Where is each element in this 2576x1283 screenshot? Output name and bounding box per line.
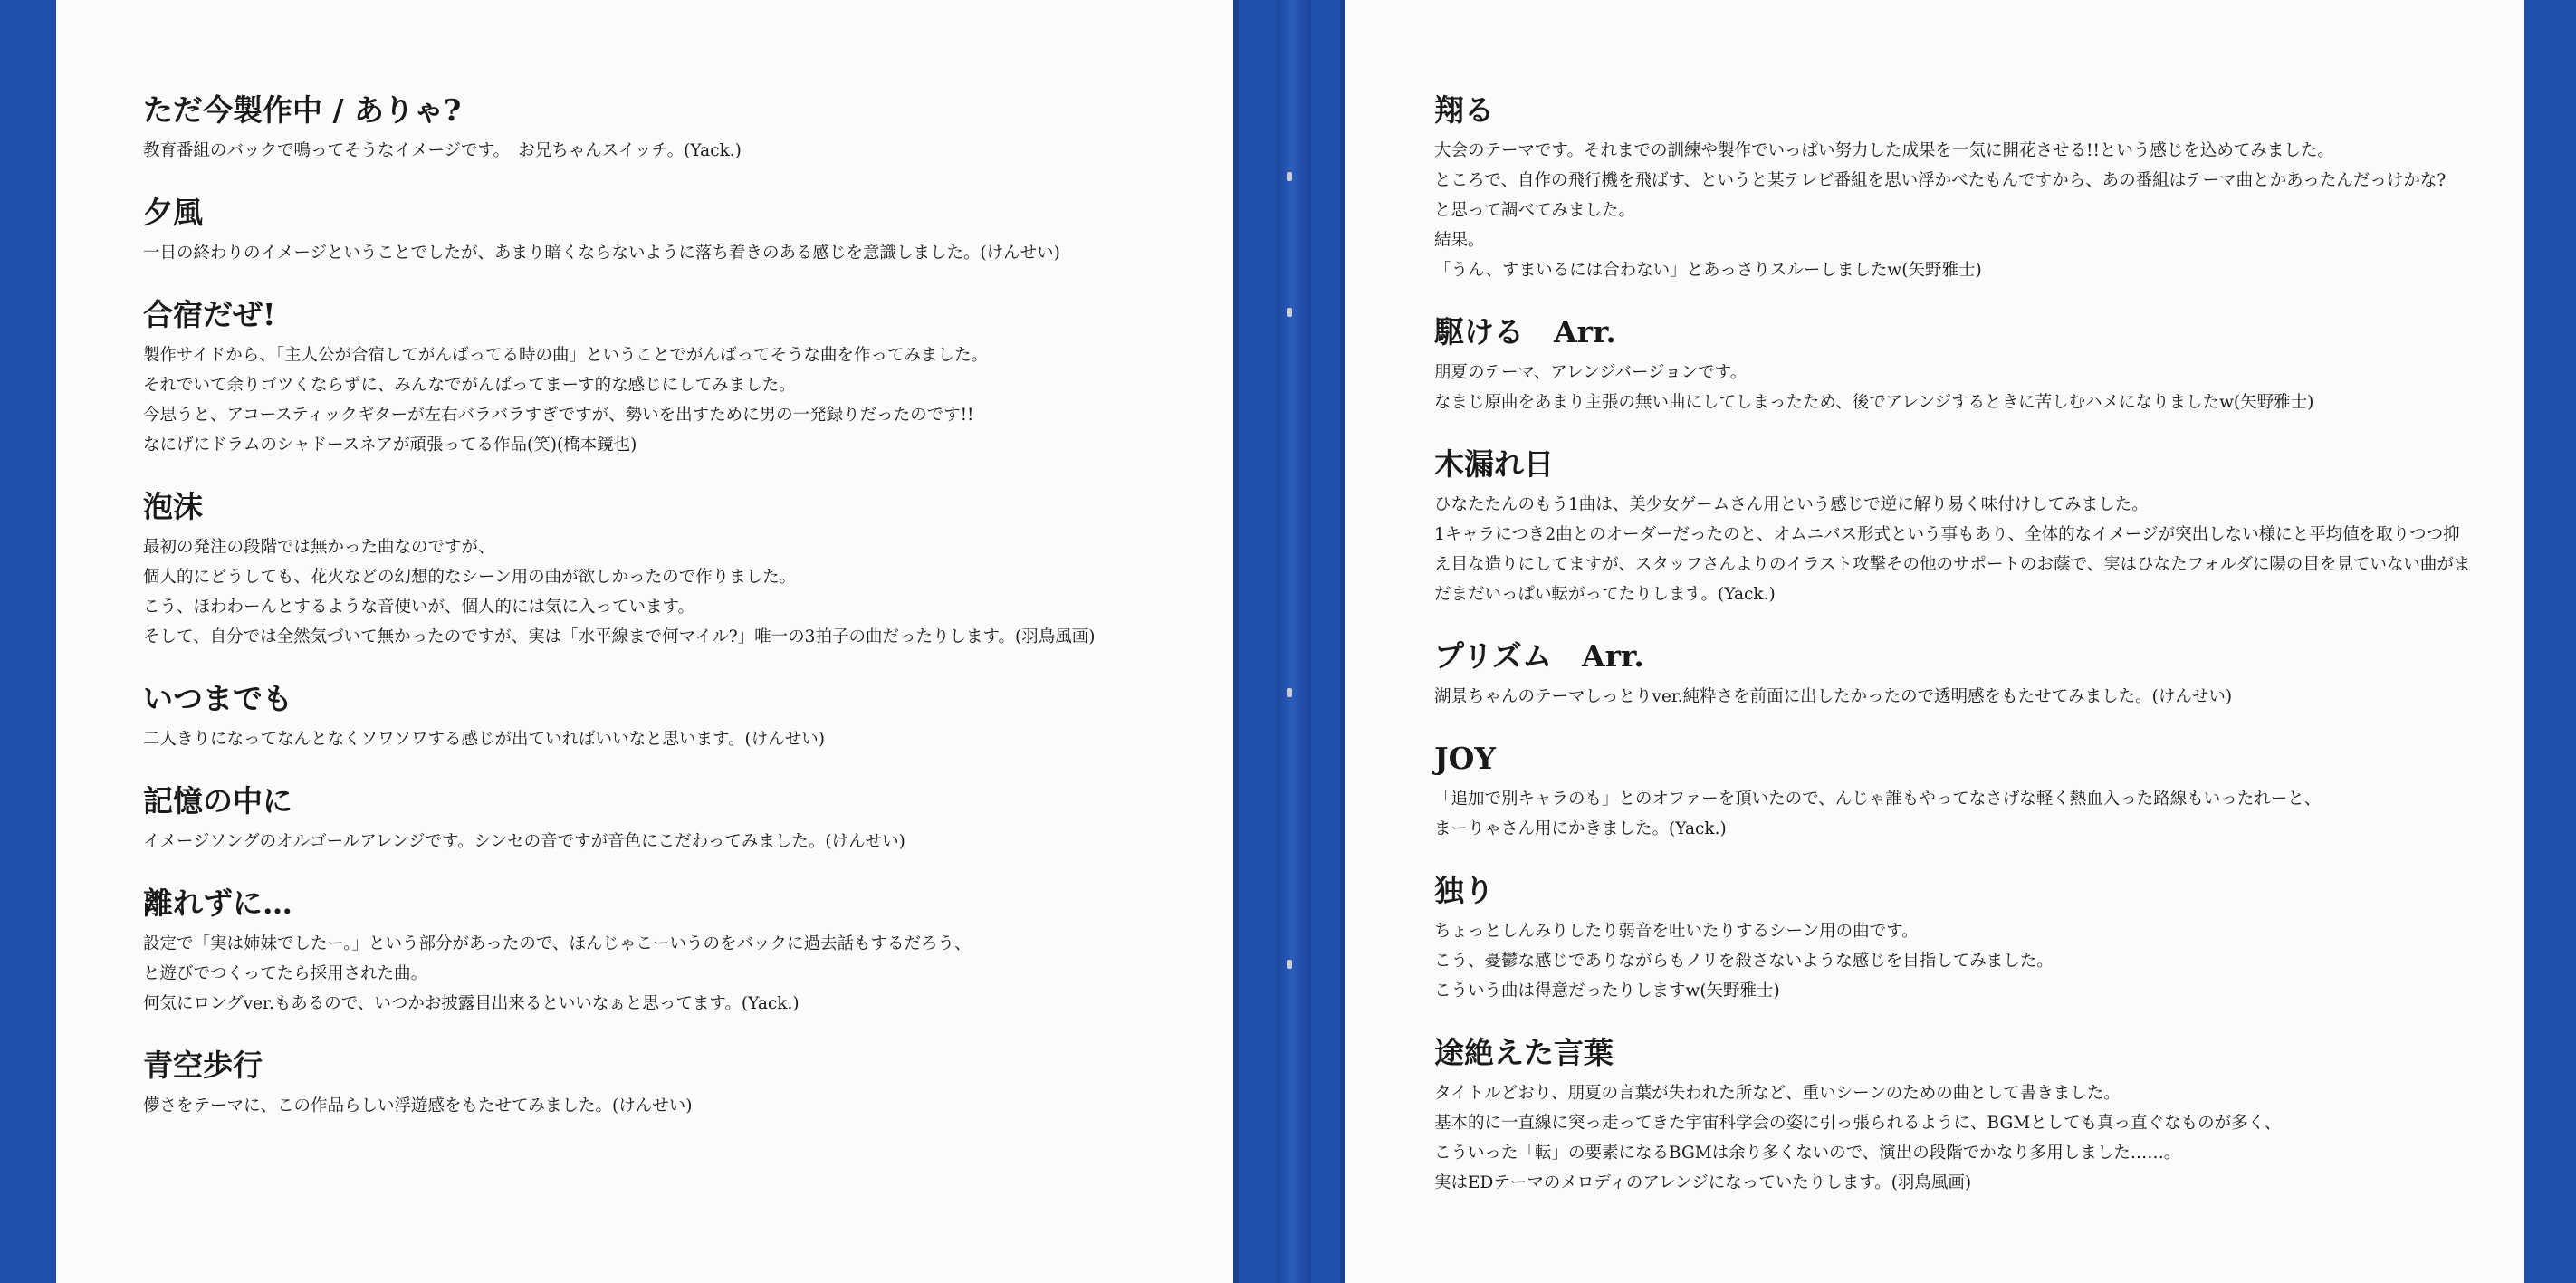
- staple-mark: [1287, 688, 1292, 697]
- track-title: 合宿だぜ!: [143, 297, 276, 332]
- track-title: いつまでも: [143, 681, 292, 716]
- track-comment-line: まーりゃさん用にかきました。(Yack.): [1434, 819, 1727, 838]
- track-entry: [1434, 871, 2524, 1006]
- track-comment-line: え目な造りにしてますが、スタッフさんよりのイラスト攻撃その他のサポートのお蔭で、実はひなたフォルダに陽の目を見ていない曲がま: [1434, 555, 2471, 574]
- track-entry: [1434, 739, 2524, 844]
- staple-mark: [1287, 960, 1292, 969]
- track-comment-line: ところで、自作の飛行機を飛ばす、というと某テレビ番組を思い浮かべたもんですから、あの番組はテーマ曲とかあったんだっけかな?: [1434, 171, 2447, 190]
- track-comment-line: 基本的に一直線に突っ走ってきた宇宙科学会の姿に引っ張られるように、BGMとしても真っ直ぐなものが多く、: [1434, 1114, 2282, 1133]
- track-comment-line: こういった「転」の要素になるBGMは余り多くないので、演出の段階でかなり多用しました……。: [1434, 1144, 2181, 1163]
- track-entry: [143, 295, 1233, 460]
- track-comment-line: 「うん、すまいるには合わない」とあっさりスルーしましたw(矢野雅士): [1434, 261, 1982, 280]
- track-entry: [143, 91, 1233, 166]
- track-comment-line: こう、憂鬱な感じでありながらもノリを殺さないような感じを目指してみました。: [1434, 952, 2054, 971]
- track-entry: [143, 781, 1233, 857]
- staple-mark: [1287, 172, 1292, 181]
- track-entry: [143, 679, 1233, 754]
- track-title: 途絶えた言葉: [1434, 1035, 1614, 1070]
- track-comment-line: 結果。: [1434, 231, 1485, 250]
- track-title: 離れずに…: [143, 886, 292, 921]
- track-comment-line: 朋夏のテーマ、アレンジバージョンです。: [1434, 363, 1748, 382]
- track-comment-line: 1キャラにつき2曲とのオーダーだったのと、オムニバス形式という事もあり、全体的なイメージが突出しない様にと平均値を取りつつ抑: [1434, 525, 2460, 544]
- track-comment-line: こういう曲は得意だったりしますw(矢野雅士): [1434, 981, 1780, 1001]
- track-entry: [1434, 312, 2524, 417]
- track-entry: [143, 884, 1233, 1019]
- track-entry: [1434, 91, 2524, 285]
- track-entry: [143, 1046, 1233, 1121]
- track-title: JOY: [1434, 741, 1496, 776]
- left-page: [56, 0, 1233, 1283]
- right-page: [1345, 0, 2524, 1283]
- track-title: 泡沫: [143, 489, 203, 524]
- track-title: ただ今製作中 / ありゃ?: [143, 92, 462, 128]
- track-title: 青空歩行: [143, 1048, 263, 1083]
- track-comment-line: なにげにドラムのシャドースネアが頑張ってる作品(笑)(橋本鏡也): [143, 436, 637, 455]
- track-comment-line: 一日の終わりのイメージということでしたが、あまり暗くならないように落ち着きのある感じを意識しました。(けんせい): [143, 244, 1060, 263]
- track-comment-line: 実はEDテーマのメロディのアレンジになっていたりします。(羽鳥風画): [1434, 1173, 1972, 1192]
- track-comment-line: 設定で「実は姉妹でしたー。」という部分があったので、ほんじゃこーいうのをバックに過去話もするだろう、: [143, 934, 972, 953]
- track-comment-line: それでいて余りゴツくならずに、みんなでがんばってまーす的な感じにしてみました。: [143, 376, 796, 395]
- track-comment-line: タイトルどおり、朋夏の言葉が失われた所など、重いシーンのための曲として書きました。: [1434, 1084, 2121, 1103]
- track-title: 木漏れ日: [1434, 446, 1554, 482]
- track-comment-line: そして、自分では全然気づいて無かったのですが、実は「水平線まで何マイル?」唯一の3拍子の曲だったりします。(羽鳥風画): [143, 627, 1096, 646]
- track-comment-line: 大会のテーマです。それまでの訓練や製作でいっぱい努力した成果を一気に開花させる!!という感じを込めてみました。: [1434, 141, 2334, 160]
- track-comment-line: 個人的にどうしても、花火などの幻想的なシーン用の曲が欲しかったので作りました。: [143, 568, 797, 587]
- track-comment-line: 今思うと、アコースティックギターが左右バラバラすぎですが、勢いを出すために男の一発録りだったのです!!: [143, 406, 974, 425]
- staple-mark: [1287, 308, 1292, 317]
- track-comment-line: 教育番組のバックで鳴ってそうなイメージです。 お兄ちゃんスイッチ。(Yack.): [143, 141, 742, 160]
- track-comment-line: 製作サイドから、「主人公が合宿してがんばってる時の曲」ということでがんばってそうな曲を作ってみました。: [143, 346, 988, 365]
- track-comment-line: と遊びでつくってたら採用された曲。: [143, 964, 428, 983]
- track-comment-line: 湖景ちゃんのテーマしっとりver.純粋さを前面に出したかったので透明感をもたせてみました。(けんせい): [1434, 687, 2233, 706]
- track-title: 夕風: [143, 195, 203, 230]
- track-entry: [143, 487, 1233, 652]
- track-entry: [143, 193, 1233, 268]
- booklet-gutter: [1277, 0, 1311, 1283]
- track-title: 記憶の中に: [143, 783, 292, 819]
- track-comment-line: 二人きりになってなんとなくソワソワする感じが出ていればいいなと思います。(けんせい): [143, 730, 825, 749]
- track-comment-line: なまじ原曲をあまり主張の無い曲にしてしまったため、後でアレンジするときに苦しむハメになりましたw(矢野雅士): [1434, 393, 2314, 412]
- track-title: 独り: [1434, 873, 1494, 908]
- track-comment-line: 何気にロングver.もあるので、いつかお披露目出来るといいなぁと思ってます。(Yack.): [143, 994, 800, 1013]
- track-comment-line: イメージソングのオルゴールアレンジです。シンセの音ですが音色にこだわってみました。(けんせい): [143, 832, 905, 851]
- track-entry: [1434, 445, 2524, 609]
- track-comment-line: 最初の発注の段階では無かった曲なのですが、: [143, 538, 495, 557]
- track-title: プリズム Arr.: [1434, 638, 1644, 674]
- page-edge-shadow: [1233, 0, 1239, 1283]
- track-title: 翔る: [1434, 92, 1494, 128]
- track-comment-line: こう、ほわわーんとするような音使いが、個人的には気に入っています。: [143, 598, 695, 617]
- track-comment-line: ちょっとしんみりしたり弱音を吐いたりするシーン用の曲です。: [1434, 922, 1919, 941]
- track-entry: [1434, 637, 2524, 712]
- track-comment-line: だまだいっぱい転がってたりします。(Yack.): [1434, 585, 1776, 604]
- track-comment-line: 儚さをテーマに、この作品らしい浮遊感をもたせてみました。(けんせい): [143, 1096, 693, 1115]
- track-comment-line: と思って調べてみました。: [1434, 201, 1636, 220]
- track-entry: [1434, 1033, 2524, 1198]
- track-comment-line: 「追加で別キャラのも」とのオファーを頂いたので、んじゃ誰もやってなさげな軽く熱血入った路線もいったれーと、: [1434, 790, 2322, 809]
- track-comment-line: ひなたたんのもう1曲は、美少女ゲームさん用という感じで逆に解り易く味付けしてみました。: [1434, 495, 2149, 514]
- track-title: 駆ける Arr.: [1434, 314, 1616, 349]
